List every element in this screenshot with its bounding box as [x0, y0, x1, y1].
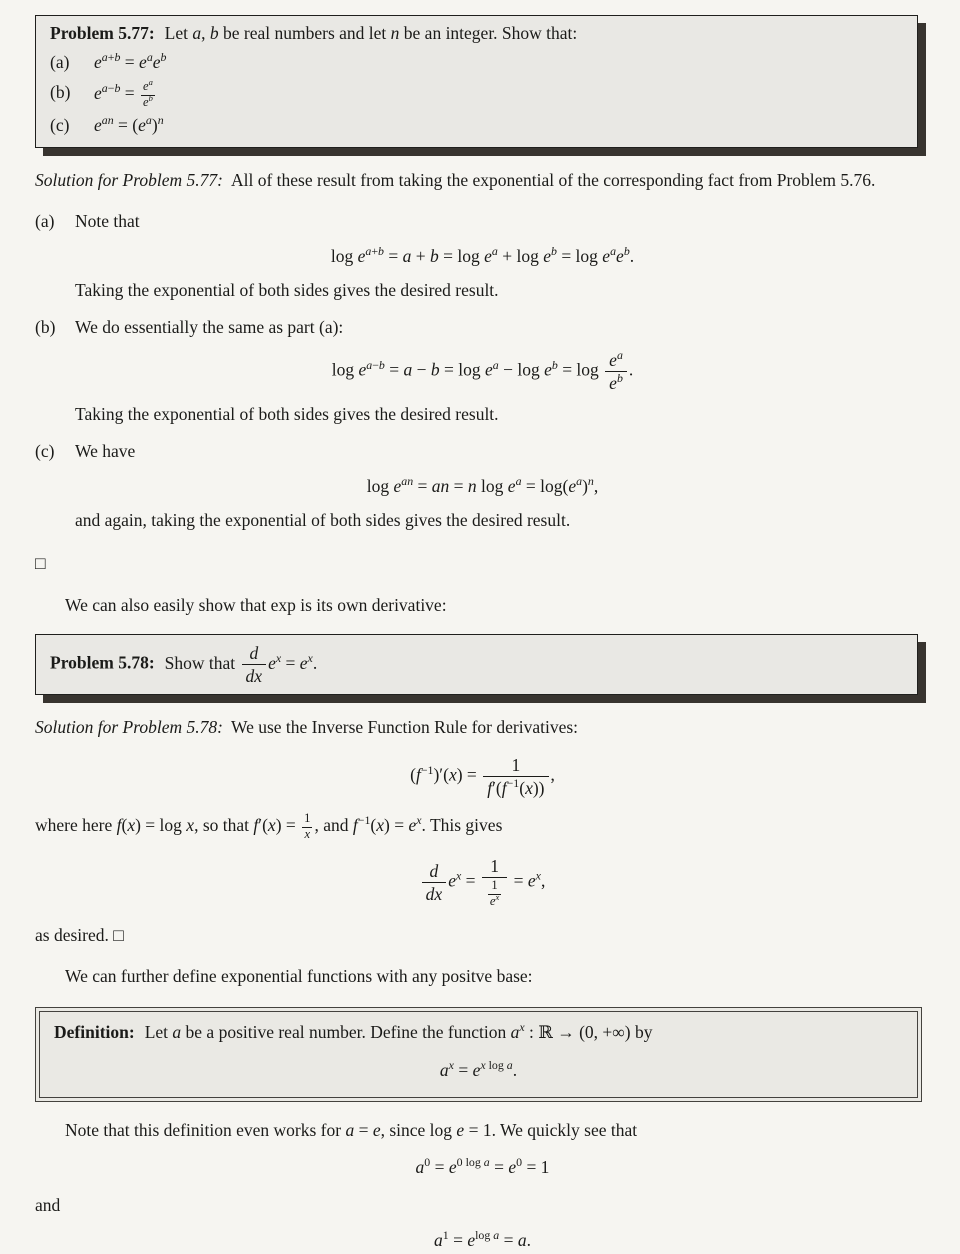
item-math: $e^{a-b}$ = $\frac{e^a}{e^b}$ [94, 76, 153, 109]
solution-part-c [35, 439, 930, 464]
problem-5-78-title [50, 643, 903, 686]
definition-box-inner [39, 1011, 918, 1098]
equation-log-sum: $\log e^{a+b} = a + b = \log e^a + \log e^b = \log e^ae^b$. [330, 243, 635, 266]
part-after-text: Taking the exponential of both sides gives the desired result. [75, 279, 499, 300]
solution-5-78-closing: as desired. □ [35, 924, 124, 945]
solution-5-78-paragraph [35, 715, 930, 740]
problem-5-77-intro: Let a, b be real numbers and let n be an integer. Show that: [164, 23, 578, 43]
problem-5-78-box [35, 634, 918, 695]
item-marker: (b) [50, 81, 71, 102]
derivative-equation: $\frac{d}{dx}$ $e^x$ = $\frac{1}{\frac{1}{e^x}}$ = $e^x$, [35, 856, 930, 909]
item-marker: (a) [50, 52, 70, 73]
item-math: $e^{an} = (e^a)^n$ [94, 113, 164, 136]
definition-equation: $a^x = e^{x log a}$. [439, 1057, 518, 1080]
solution-5-78-middle: where here f(x) = log x, so that f′(x) = $\frac{1}{x}$ , and $f^{-1}(x) = e^x$. This gives [35, 811, 503, 841]
qed-symbol: □ [35, 553, 46, 574]
equation-log-power: $\log e^{an}$ = an = n $\log e^a = \log(e^a)^n$, [366, 473, 599, 496]
solution-5-77-paragraph [35, 168, 930, 193]
a0-equation: $a^0 = e^{0 log a} = e^0 = 1$ [415, 1155, 550, 1178]
item-marker: (c) [50, 115, 70, 136]
part-marker: (c) [35, 441, 55, 462]
inverse-rule-equation: $(f^{-1})'(x)$ = $\frac{1}{f'(f^{-1}(x))}$ , [410, 754, 555, 798]
problem-5-78-statement: Show that $\frac{d}{dx}$ $e^x = e^x$. [164, 643, 318, 687]
paragraph-exp-derivative: We can also easily show that exp is its own derivative: [65, 594, 447, 615]
solution-5-77-intro: All of these result from taking the exponential of the corresponding fact from Problem 5.76. [230, 169, 876, 190]
part-after-text: and again, taking the exponential of both sides gives the desired result. [75, 510, 571, 531]
part-marker: (a) [35, 211, 55, 232]
equation-log-difference: $\log e^{a-b} = a - b = \log e^a - \log e^b = \log$ $\frac{e^a}{e^b}$ . [331, 347, 634, 393]
problem-5-77-label: Problem 5.77: [50, 23, 155, 43]
part-lead: We have [75, 441, 136, 462]
paragraph-positive-base: We can further define exponential functions with any positve base: [65, 965, 533, 986]
problem-5-77-item-a [50, 50, 903, 75]
part-after-text: Taking the exponential of both sides gives the desired result. [75, 403, 499, 424]
solution-5-77-label: Solution for Problem 5.77: [35, 169, 223, 190]
textbook-page [0, 15, 960, 1251]
part-lead: Note that [75, 211, 140, 232]
problem-5-77-item-c [50, 113, 903, 138]
solution-part-b [35, 315, 930, 340]
definition-label: Definition: [54, 1022, 135, 1043]
problem-5-77-box [35, 15, 918, 148]
part-lead: We do essentially the same as part (a): [75, 317, 344, 338]
problem-5-77-item-b [50, 76, 903, 110]
definition-box [35, 1007, 922, 1102]
solution-5-78-intro: We use the Inverse Function Rule for derivatives: [230, 717, 579, 738]
solution-5-78-label: Solution for Problem 5.78: [35, 717, 223, 738]
a1-equation: $a^1 = e^{log a} = a$. [434, 1228, 531, 1251]
part-marker: (b) [35, 317, 56, 338]
item-math: $e^{a+b} = e^ae^b$ [94, 50, 167, 73]
and-connector: and [35, 1194, 61, 1215]
problem-5-78-label: Problem 5.78: [50, 652, 155, 673]
definition-text: Let a be a positive real number. Define the function $a^x$ : ℝ → (0, +∞) by [144, 1020, 653, 1043]
note-paragraph: Note that this definition even works for a = e, since log e = 1. We quickly see that [65, 1120, 638, 1141]
solution-part-a [35, 209, 930, 234]
problem-5-77-title [50, 21, 903, 46]
